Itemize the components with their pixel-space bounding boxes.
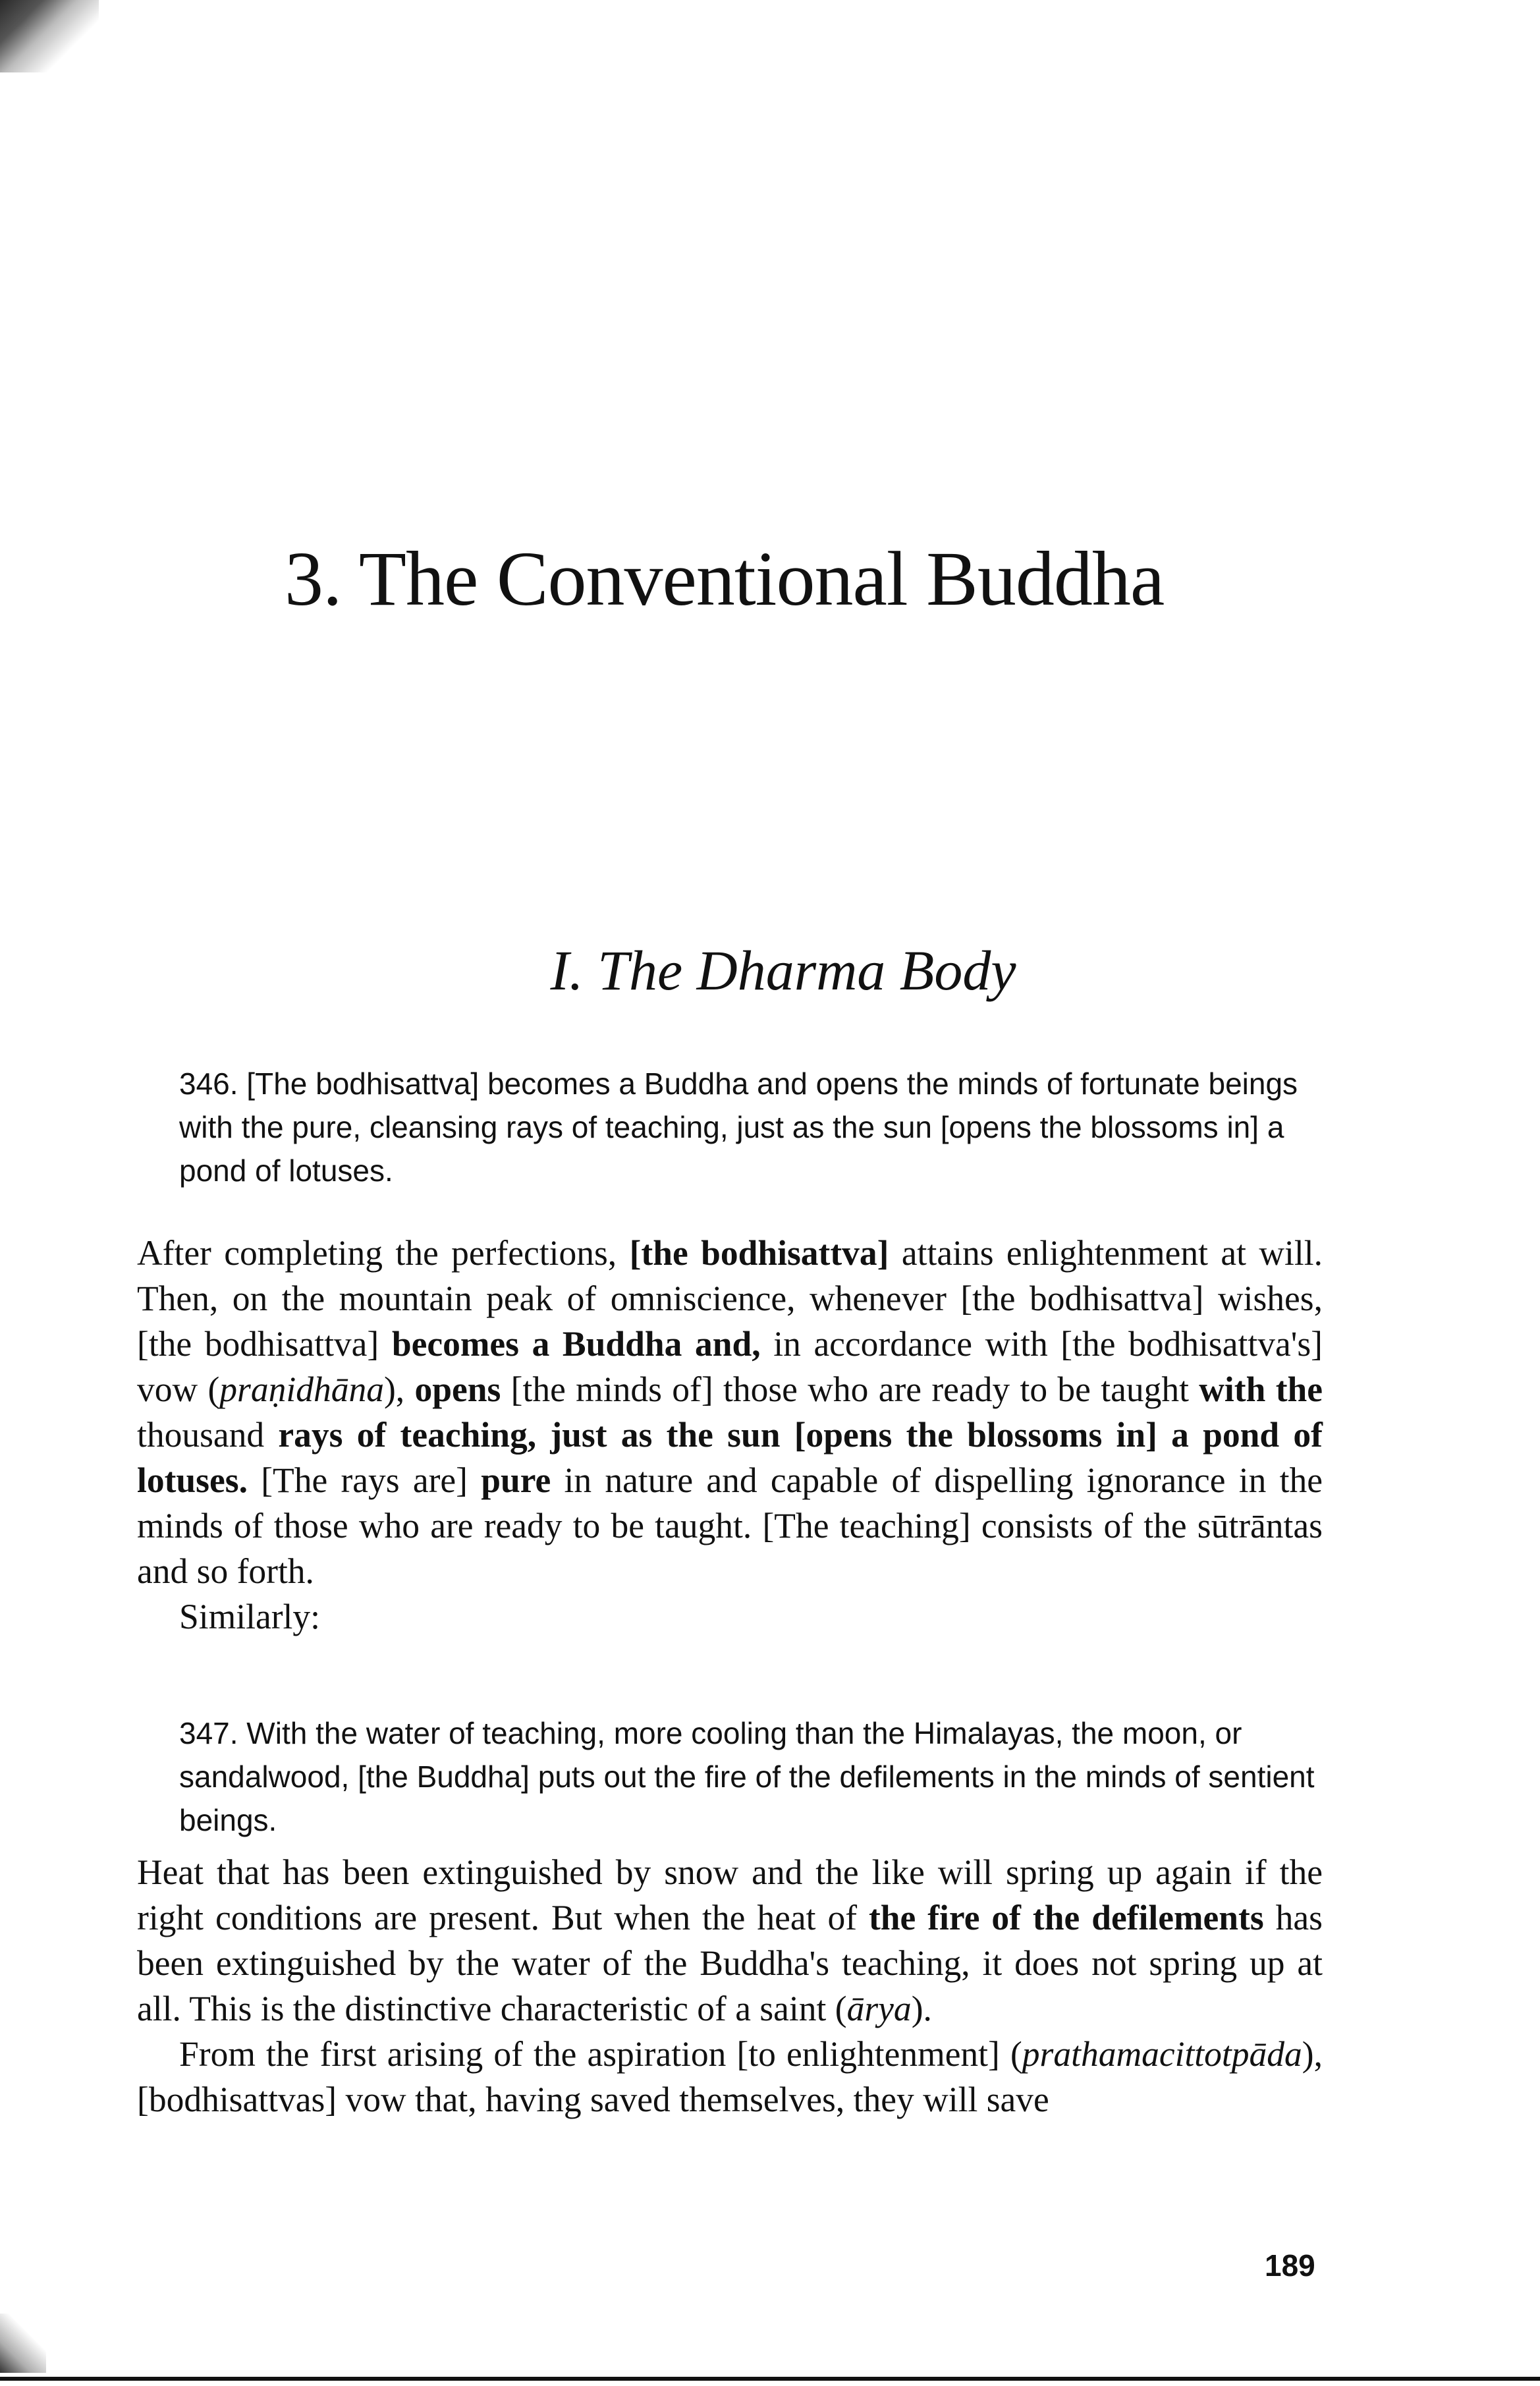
emphasis-run: opens xyxy=(414,1370,501,1409)
bottom-edge-rule xyxy=(0,2377,1540,2381)
text-run: has been extinguished by the water of the Buddha's teaching, it does not spring up at all. This is the distinctive characteristic of a saint ( xyxy=(137,1898,1323,2028)
sanskrit-term: prathamacittotpāda xyxy=(1022,2034,1302,2074)
text-run: Heat that has been extinguished by snow and the like will spring up again if the right conditions are present. But when the heat of xyxy=(137,1852,1323,1937)
emphasis-run: becomes a Buddha and, xyxy=(391,1324,761,1364)
text-run: ), [bodhisattvas] vow that, having saved themselves, they will save xyxy=(137,2034,1323,2119)
commentary-347 xyxy=(137,1850,1323,2122)
text-run: ). xyxy=(911,1989,932,2028)
section-title: I. The Dharma Body xyxy=(550,939,1016,1002)
text-run: From the first arising of the aspiration [to enlightenment] ( xyxy=(179,2034,1022,2074)
text-run: thousand xyxy=(137,1415,279,1455)
sanskrit-term: ārya xyxy=(846,1989,912,2028)
emphasis-run: pure xyxy=(481,1460,551,1500)
emphasis-run: rays of teaching, just as the sun [opens the blossoms in] a pond of lotuses. xyxy=(137,1415,1323,1500)
text-run: in accordance with [the bodhisattva's] vow ( xyxy=(137,1324,1323,1409)
scan-shadow-bottom-left xyxy=(0,2314,46,2373)
emphasis-run: [the bodhisattva] xyxy=(629,1233,889,1273)
text-run: attains enlightenment at will. Then, on the mountain peak of omniscience, whenever [the bodhisattva] wishes, [the bodhisattva] xyxy=(137,1233,1323,1364)
similarly-line: Similarly: xyxy=(179,1597,320,1636)
text-run: [the minds of] those who are ready to be taught xyxy=(501,1370,1199,1409)
chapter-title: 3. The Conventional Buddha xyxy=(285,536,1165,622)
sanskrit-term: praṇidhāna xyxy=(219,1370,384,1409)
commentary-346 xyxy=(137,1231,1323,1640)
text-run: [The rays are] xyxy=(247,1460,481,1500)
text-run: in nature and capable of dispelling ignorance in the minds of those who are ready to be taught. [The teaching] consists of the sūtrāntas and so forth. xyxy=(137,1460,1323,1591)
commentary-346-paragraph xyxy=(137,1231,1323,1594)
verse-346: 346. [The bodhisattva] becomes a Buddha and opens the minds of fortunate beings with the pure, cleansing rays of teaching, just as the sun [opens the blossoms in] a pond of lotuses. xyxy=(179,1067,1298,1188)
commentary-347-paragraph-2 xyxy=(137,2032,1323,2122)
text-run: After completing the perfections, xyxy=(137,1233,630,1273)
scan-shadow-top-left xyxy=(0,0,99,72)
emphasis-run: with the xyxy=(1199,1370,1323,1409)
emphasis-run: the fire of the defilements xyxy=(868,1898,1264,1937)
commentary-347-paragraph-1 xyxy=(137,1850,1323,2032)
page-number: 189 xyxy=(1265,2248,1315,2283)
verse-347: 347. With the water of teaching, more cooling than the Himalayas, the moon, or sandalwood, [the Buddha] puts out the fire of the defilements in the minds of sentient beings. xyxy=(179,1716,1315,1837)
text-run: ), xyxy=(383,1370,415,1409)
